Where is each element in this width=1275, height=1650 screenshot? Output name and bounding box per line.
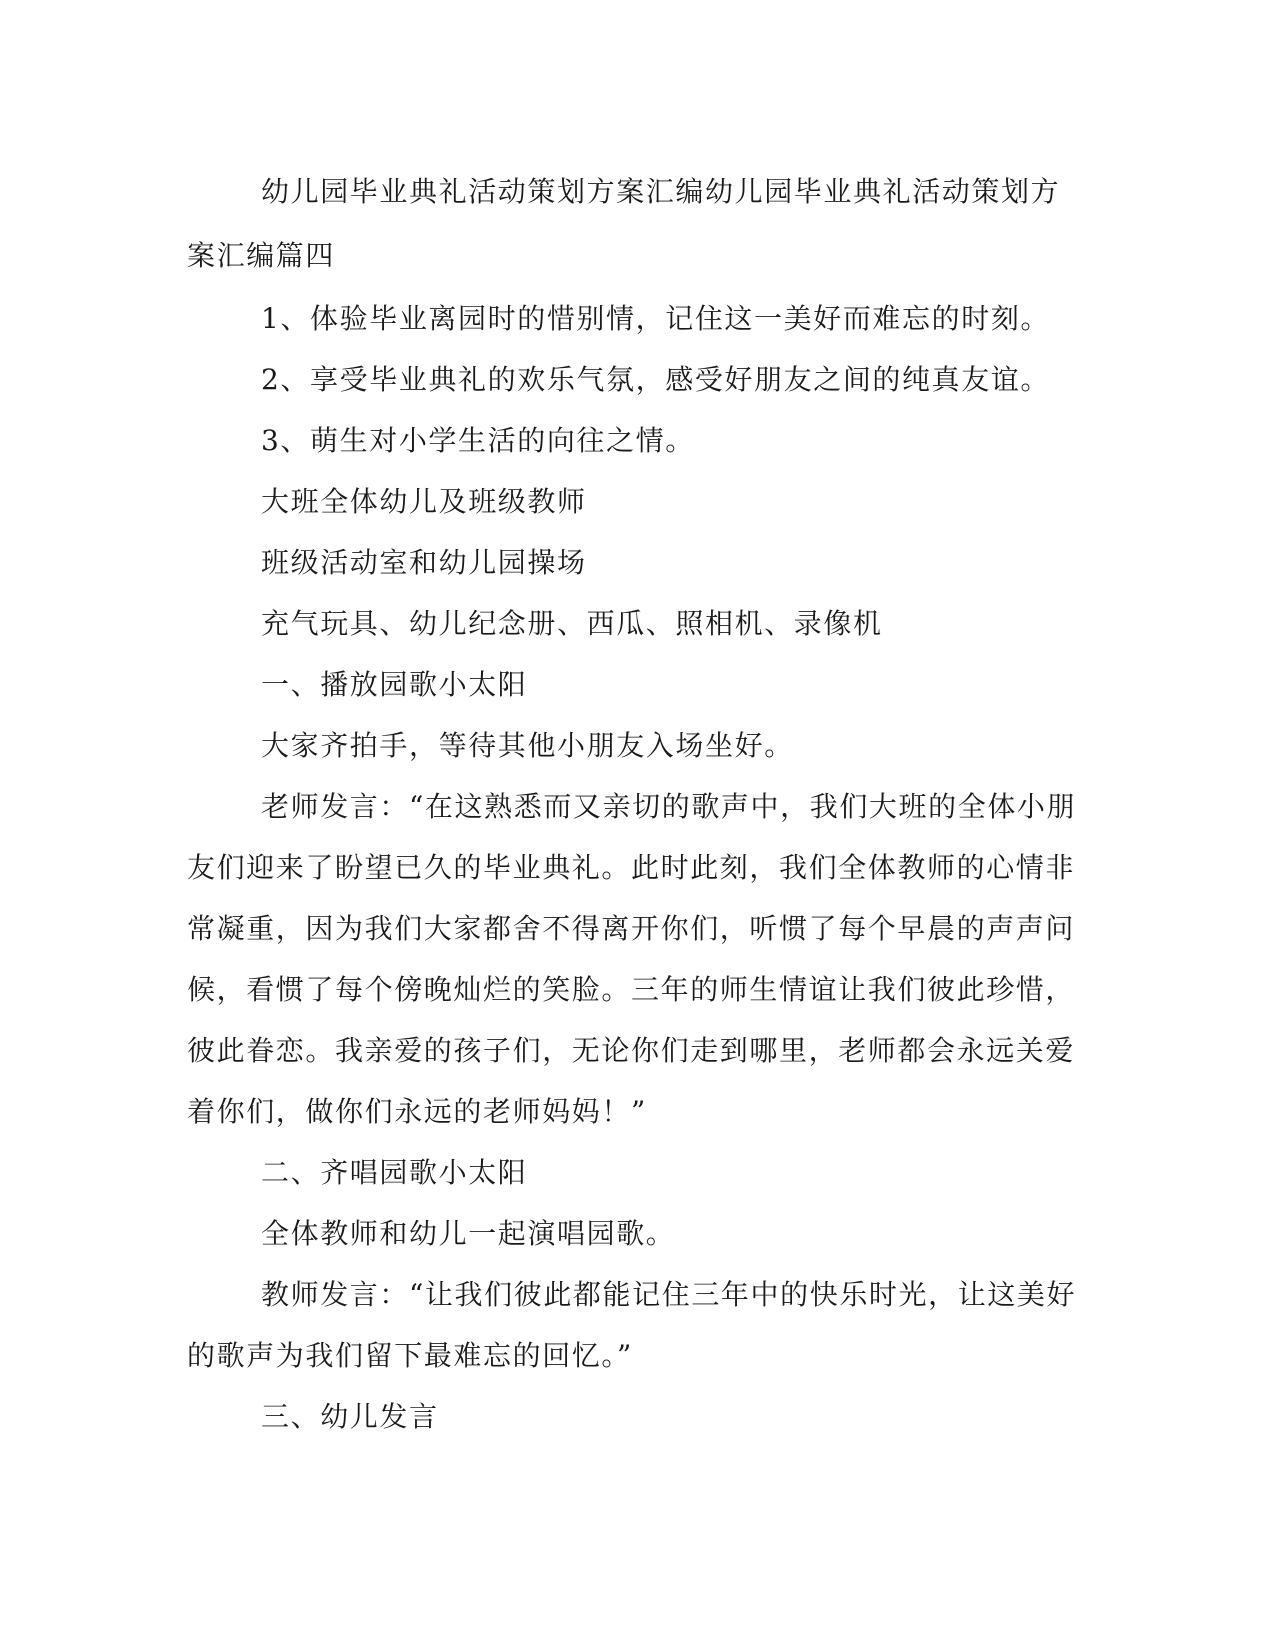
materials-text: 充气玩具、幼儿纪念册、西瓜、照相机、录像机 <box>261 607 883 640</box>
location-text: 班级活动室和幼儿园操场 <box>261 546 587 579</box>
section-heading-2: 二、齐唱园歌小太阳 <box>261 1156 528 1189</box>
section-heading-3: 三、幼儿发言 <box>261 1400 439 1433</box>
goal-item-1: 1、体验毕业离园时的惜别情，记住这一美好而难忘的时刻。 <box>261 302 1051 335</box>
section-heading-1: 一、播放园歌小太阳 <box>261 668 528 701</box>
document-title: 幼儿园毕业典礼活动策划方案汇编幼儿园毕业典礼活动策划方案汇编篇四 <box>187 175 1061 272</box>
teacher-speech-1: 老师发言：“在这熟悉而又亲切的歌声中，我们大班的全体小朋友们迎来了盼望已久的毕业典礼。此时此刻，我们全体教师的心情非常凝重，因为我们大家都舍不得离开你们，听惯了每个早晨的声声问候，看惯了每个傍晚灿烂的笑脸。三年的师生情谊让我们彼此珍惜，彼此眷恋。我亲爱的孩子们，无论你们走到哪里，老师都会永远关爱着你们，做你们永远的老师妈妈！” <box>187 790 1077 1128</box>
teacher-speech-2: 教师发言：“让我们彼此都能记住三年中的快乐时光，让这美好的歌声为我们留下最难忘的回忆。” <box>187 1278 1077 1372</box>
document-body <box>187 160 1087 1447</box>
goal-item-3: 3、萌生对小学生活的向往之情。 <box>261 424 695 457</box>
body-paragraph: 全体教师和幼儿一起演唱园歌。 <box>261 1217 676 1250</box>
body-paragraph: 大家齐拍手，等待其他小朋友入场坐好。 <box>261 729 794 762</box>
participants-text: 大班全体幼儿及班级教师 <box>261 485 587 518</box>
goal-item-2: 2、享受毕业典礼的欢乐气氛，感受好朋友之间的纯真友谊。 <box>261 363 1051 396</box>
